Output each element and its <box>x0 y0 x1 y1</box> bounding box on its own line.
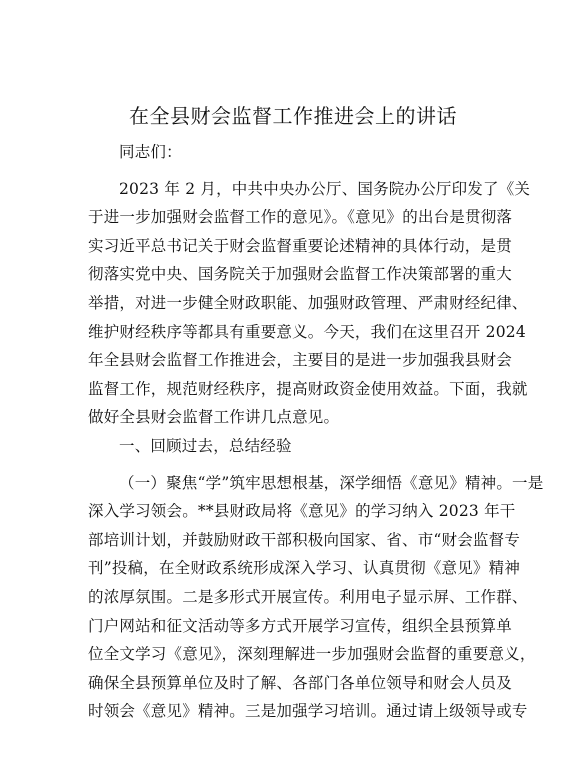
section-heading: 一、回顾过去，总结经验 <box>119 436 292 455</box>
paragraph-line: 于进一步加强财会监督工作的意见》。《意见》的出台是贯彻落 <box>88 208 513 227</box>
paragraph-line: 做好全县财会监督工作讲几点意见。 <box>88 408 340 427</box>
document-title: 在全县财会监督工作推进会上的讲话 <box>129 104 457 128</box>
paragraph-line: 门户网站和征文活动等多方式开展学习宣传，组织全县预算单 <box>88 616 512 635</box>
paragraph-line: 部培训计划，并鼓励财政干部积极向国家、省、市“财会监督专 <box>88 530 521 549</box>
document-body <box>88 138 544 726</box>
paragraph-line: 实习近平总书记关于财会监督重要论述精神的具体行动，是贯 <box>88 236 512 255</box>
paragraph-line: 监督工作，规范财经秩序，提高财政资金使用效益。下面，我就 <box>88 379 528 398</box>
paragraph-2 <box>88 469 544 726</box>
paragraph-gap <box>88 167 500 175</box>
paragraph-line: 刊”投稿，在全财政系统形成深入学习、认真贯彻《意见》精神 <box>88 559 521 578</box>
paragraph-line: 时领会《意见》精神。三是加强学习培训。通过请上级领导或专 <box>88 702 528 721</box>
salutation: 同志们： <box>119 143 182 161</box>
paragraph-line: （一）聚焦“学”筑牢思想根基，深学细悟《意见》精神。一是 <box>119 473 544 492</box>
paragraph-line: 彻落实党中央、国务院关于加强财会监督工作决策部署的重大 <box>88 265 512 284</box>
paragraph-line: 年全县财会监督工作推进会，主要目的是进一步加强我县财会 <box>88 351 512 370</box>
paragraph-line: 的浓厚氛围。二是多形式开展宣传。利用电子显示屏、工作群、 <box>88 587 528 606</box>
paragraph-line: 2023 年 2 月，中共中央办公厅、国务院办公厅印发了《关 <box>119 179 531 198</box>
paragraph-line: 维护财经秩序等都具有重要意义。今天，我们在这里召开 2024 <box>88 322 526 341</box>
paragraph-line: 位全文学习《意见》，深刻理解进一步加强财会监督的重要意义， <box>88 645 536 664</box>
paragraph-line: 确保全县预算单位及时了解、各部门各单位领导和财会人员及 <box>88 673 512 692</box>
paragraph-gap <box>88 461 500 469</box>
paragraph-line: 举措，对进一步健全财政职能、加强财政管理、严肃财经纪律、 <box>88 293 528 312</box>
paragraph-1 <box>88 175 531 432</box>
paragraph-line: 深入学习领会。**县财政局将《意见》的学习纳入 2023 年干 <box>88 502 516 521</box>
